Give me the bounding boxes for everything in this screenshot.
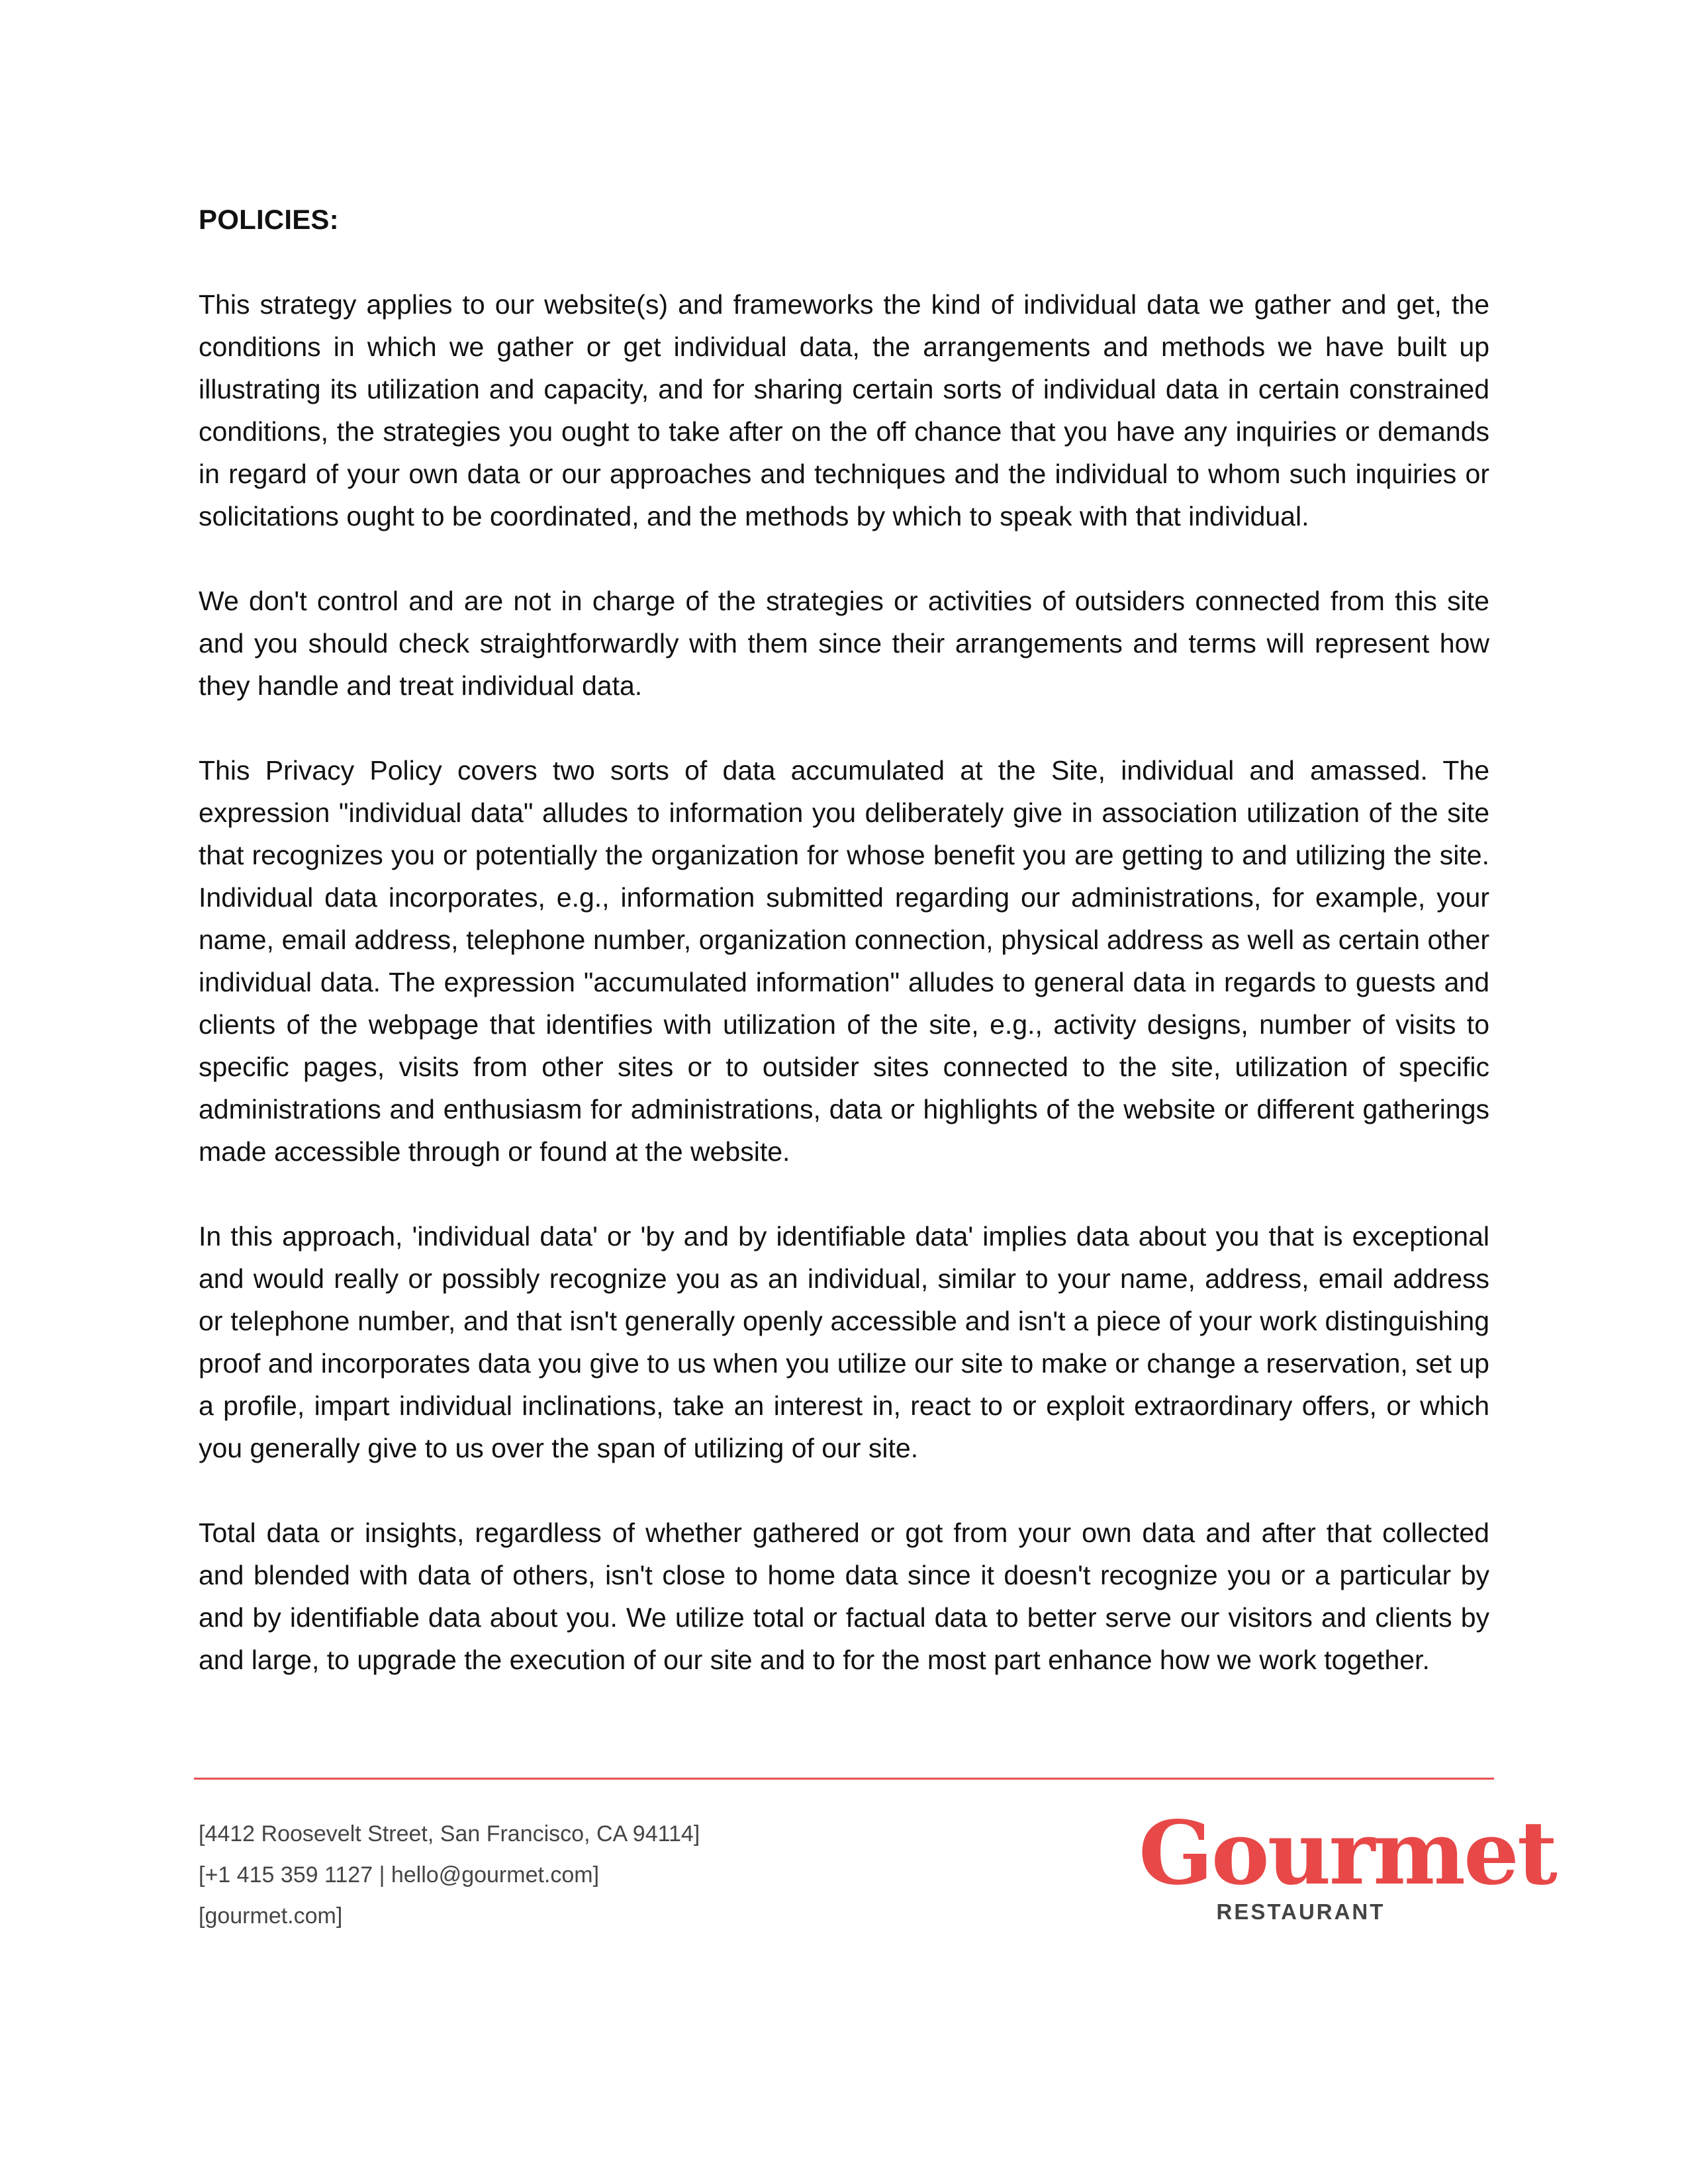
footer-contact-block xyxy=(199,1813,700,1936)
logo-tagline: RESTAURANT xyxy=(1216,1899,1385,1924)
policy-paragraph-4: In this approach, 'individual data' or 'by and by identifiable data' implies data about you that is exceptional and would really or possibly recognize you as an individual, similar to your name, address, email address or telephone number, and that isn't generally openly accessible and isn't a piece of your work distinguishing proof and incorporates data you give to us when you utilize our site to make or change a reservation, set up a profile, impart individual inclinations, take an interest in, react to or exploit extraordinary offers, or which you generally give to us over the span of utilizing of our site. xyxy=(199,1221,1489,1463)
footer-phone-email: [+1 415 359 1127 | hello@gourmet.com] xyxy=(199,1862,600,1888)
policy-paragraph-1: This strategy applies to our website(s) and frameworks the kind of individual data we gather and get, the conditions in which we gather or get individual data, the arrangements and methods we have built up illustrating its utilization and capacity, and for sharing certain sorts of individual data in certain constrained conditions, the strategies you ought to take after on the off chance that you have any inquiries or demands in regard of your own data or our approaches and techniques and the individual to whom such inquiries or solicitations ought to be coordinated, and the methods by which to speak with that individual. xyxy=(199,289,1489,531)
policy-paragraph-2: We don't control and are not in charge of the strategies or activities of outsiders connected from this site and you should check straightforwardly with them since their arrangements and terms will represent how they handle and treat individual data. xyxy=(199,586,1489,701)
footer-address: [4412 Roosevelt Street, San Francisco, CA 94114] xyxy=(199,1821,700,1846)
footer-divider xyxy=(194,1778,1494,1780)
policy-paragraph-5: Total data or insights, regardless of whether gathered or got from your own data and after that collected and blended with data of others, isn't close to home data since it doesn't recognize you or a particular by and by identifiable data about you. We utilize total or factual data to better serve our visitors and clients by and large, to upgrade the execution of our site and to for the most part enhance how we work together. xyxy=(199,1518,1489,1675)
gourmet-logo xyxy=(1139,1802,1556,1939)
footer-website: [gourmet.com] xyxy=(199,1903,343,1929)
document-body xyxy=(199,199,1489,1681)
logo-wordmark: Gourmet xyxy=(1139,1802,1556,1905)
policy-paragraph-3: This Privacy Policy covers two sorts of data accumulated at the Site, individual and amassed. The expression "individual data" alludes to information you deliberately give in association utilization of the site that recognizes you or potentially the organization for whose benefit you are getting to and utilizing the site. Individual data incorporates, e.g., information submitted regarding our administrations, for example, your name, email address, telephone number, organization connection, physical address as well as certain other individual data. The expression "accumulated information" alludes to general data in regards to guests and clients of the webpage that identifies with utilization of the site, e.g., activity designs, number of visits to specific pages, visits from other sites or to outsider sites connected to the site, utilization of specific administrations and enthusiasm for administrations, data or highlights of the website or different gatherings made accessible through or found at the website. xyxy=(199,755,1489,1167)
page-title: POLICIES: xyxy=(199,204,339,235)
